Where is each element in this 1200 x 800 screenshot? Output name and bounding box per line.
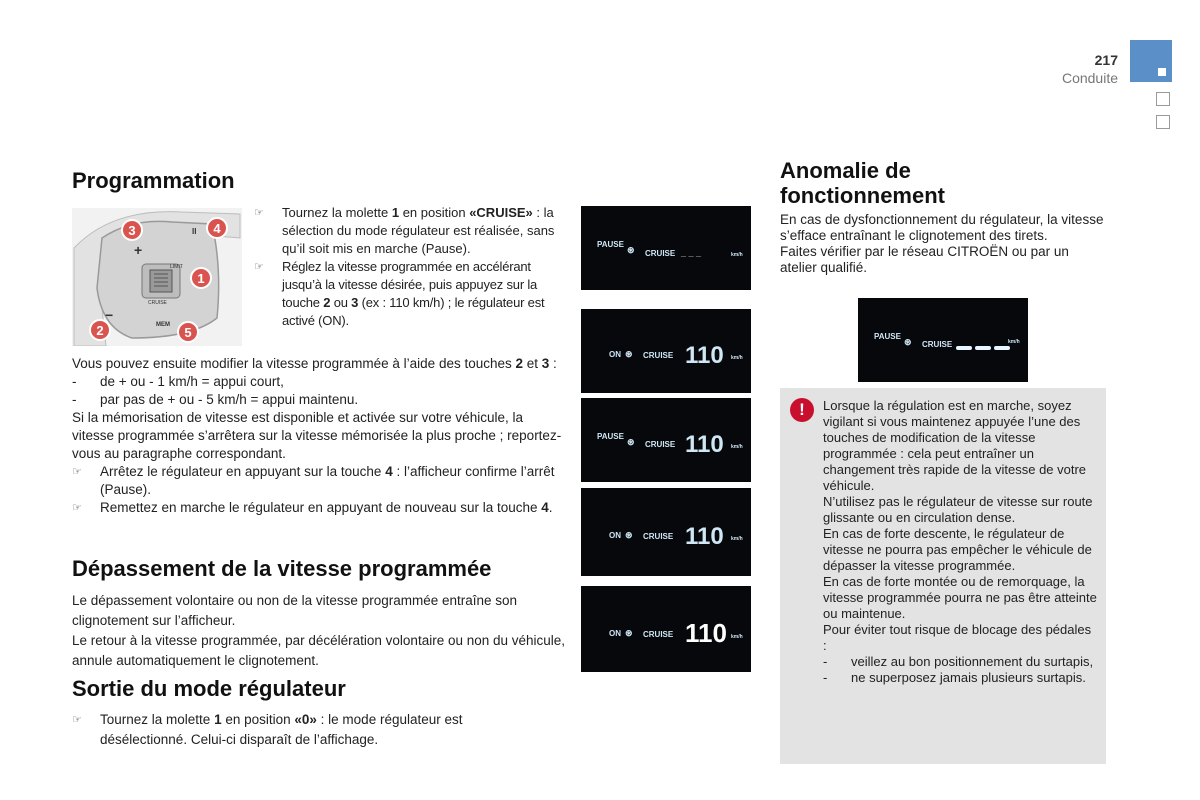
cruise-display-on [581, 309, 751, 393]
speed-limiter-icon: ⊛ [625, 349, 633, 359]
paragraph: Vous pouvez ensuite modifier la vitesse programmée à l’aide des touches 2 et 3 : [72, 356, 557, 371]
display-mode: CRUISE [643, 630, 674, 639]
display-mode: CRUISE [643, 532, 674, 541]
paragraph: N’utilisez pas le régulateur de vitesse sur route glissante ou en circulation dense. [823, 494, 1093, 525]
speed-limiter-icon: ⊛ [627, 437, 635, 447]
paragraph: Faites vérifier par le réseau CITROËN ou par un atelier qualifié. [780, 244, 1069, 275]
chapter-tab [1156, 115, 1170, 129]
limit-label: LIMIT [170, 264, 183, 270]
dash-item: - ne superposez jamais plusieurs surtapis. [823, 670, 1086, 685]
step-item: ☞ Réglez la vitesse programmée en accélérant jusqu’à la vitesse désirée, puis appuyez sur la touche 2 ou 3 (ex : 110 km/h) ; le régulateur est activé (ON). [254, 259, 545, 328]
plus-label: + [134, 242, 143, 258]
display-status: PAUSE [597, 432, 624, 441]
callout-2: 2 [96, 323, 104, 338]
cruise-display-pause [581, 398, 751, 482]
mem-label: MEM [156, 322, 170, 328]
anomalie-heading: Anomalie de fonctionnement [780, 158, 945, 208]
callout-4: 4 [213, 221, 221, 236]
display-unit: km/h [731, 536, 743, 542]
cruise-display-fault [858, 298, 1028, 382]
paragraph: Le retour à la vitesse programmée, par décélération volontaire ou non du véhicule, annule automatiquement le clignotement. [72, 633, 566, 668]
paragraph: En cas de forte montée ou de remorquage, la vitesse programmée pourra ne pas être atteinte ou maintenue. [823, 574, 1097, 621]
finger-pointer-icon: ☞ [254, 261, 264, 273]
display-mode: CRUISE [922, 340, 953, 349]
cruise-display-on-bright [581, 586, 751, 672]
speed-limiter-icon: ⊛ [625, 628, 633, 638]
sortie-heading: Sortie du mode régulateur [72, 676, 346, 701]
dash-item: - veillez au bon positionnement du surtapis, [823, 654, 1094, 669]
programmation-steps [254, 204, 572, 330]
callout-1: 1 [197, 271, 205, 286]
paragraph: Pour éviter tout risque de blocage des pédales : [823, 622, 1092, 653]
paragraph: Le dépassement volontaire ou non de la vitesse programmée entraîne son clignotement sur l’afficheur. [72, 593, 518, 628]
display-status: PAUSE [597, 240, 624, 249]
depassement-heading: Dépassement de la vitesse programmée [72, 556, 492, 581]
step-item: ☞ Tournez la molette 1 en position «0» : le mode régulateur est désélectionné. Celui-ci disparaît de l’affichage. [72, 712, 463, 747]
paragraph: Si la mémorisation de vitesse est disponible et activée sur votre véhicule, la vitesse programmée s’arrêtera sur la vitesse mémorisée la plus proche ; reportez-vous au paragraphe correspondant. [72, 410, 562, 461]
step-item: ☞ Arrêtez le régulateur en appuyant sur la touche 4 : l’afficheur confirme l’arrêt (Pause). [72, 464, 555, 497]
display-status: ON [609, 629, 621, 638]
display-speed: 110 [685, 523, 724, 550]
programmation-body [72, 355, 564, 517]
paragraph: En cas de forte descente, le régulateur de vitesse ne pourra pas empêcher le véhicule de dépasser la vitesse programmée. [823, 526, 1092, 573]
display-speed: 110 [685, 431, 724, 458]
minus-label: − [105, 307, 114, 323]
paragraph: Lorsque la régulation est en marche, soyez vigilant si vous maintenez appuyée l’une des touches de modification de la vitesse programmée : cela peut entraîner un changement très rapide de la vitesse de votre véhicule. [823, 398, 1087, 493]
finger-pointer-icon: ☞ [72, 714, 82, 726]
sortie-body [72, 710, 542, 750]
speed-limiter-icon: ⊛ [904, 337, 912, 347]
finger-pointer-icon: ☞ [72, 466, 82, 478]
cruise-control-diagram [72, 208, 242, 346]
display-unit: km/h [731, 355, 743, 361]
dash-item: - de + ou - 1 km/h = appui court, [72, 374, 284, 389]
display-status: PAUSE [874, 332, 901, 341]
step-item: ☞ Remettez en marche le régulateur en appuyant de nouveau sur la touche 4. [72, 500, 553, 515]
display-unit: km/h [731, 634, 743, 640]
display-unit: km/h [731, 252, 743, 258]
section-label: Conduite [1061, 70, 1118, 86]
exclamation-icon: ! [790, 398, 814, 422]
speed-limiter-icon: ⊛ [625, 530, 633, 540]
cruise-display-pause-dashes [581, 206, 751, 290]
callout-3: 3 [128, 223, 136, 238]
chapter-tab [1156, 92, 1170, 106]
display-mode: CRUISE [643, 351, 674, 360]
display-status: ON [609, 350, 621, 359]
display-unit: km/h [731, 444, 743, 450]
finger-pointer-icon: ☞ [254, 207, 264, 219]
display-unit: km/h [1008, 339, 1020, 345]
display-speed: 110 [685, 618, 727, 648]
paragraph: En cas de dysfonctionnement du régulateur, la vitesse s’efface entraînant le clignotement des tirets. [780, 212, 1104, 243]
page-number: 217 [1094, 52, 1118, 68]
depassement-body [72, 591, 572, 671]
display-speed: _ _ _ [681, 248, 702, 258]
speed-limiter-icon: ⊛ [627, 245, 635, 255]
callout-5: 5 [184, 325, 192, 340]
finger-pointer-icon: ☞ [72, 502, 82, 514]
programmation-heading: Programmation [72, 168, 235, 193]
pause-label: II [192, 227, 197, 236]
anomalie-body [780, 212, 1106, 276]
display-status: ON [609, 531, 621, 540]
cruise-label: CRUISE [148, 300, 167, 306]
chapter-tab-active [1130, 40, 1172, 82]
cruise-display-on-blink [581, 488, 751, 576]
dash-item: - par pas de + ou - 5 km/h = appui maintenu. [72, 392, 359, 407]
warning-text [823, 398, 1098, 686]
display-mode: CRUISE [645, 440, 676, 449]
display-speed: 110 [685, 342, 724, 369]
step-item: ☞ Tournez la molette 1 en position «CRUISE» : la sélection du mode régulateur est réalisée, sans qu’il soit mis en marche (Pause). [254, 205, 555, 256]
display-mode: CRUISE [645, 249, 676, 258]
